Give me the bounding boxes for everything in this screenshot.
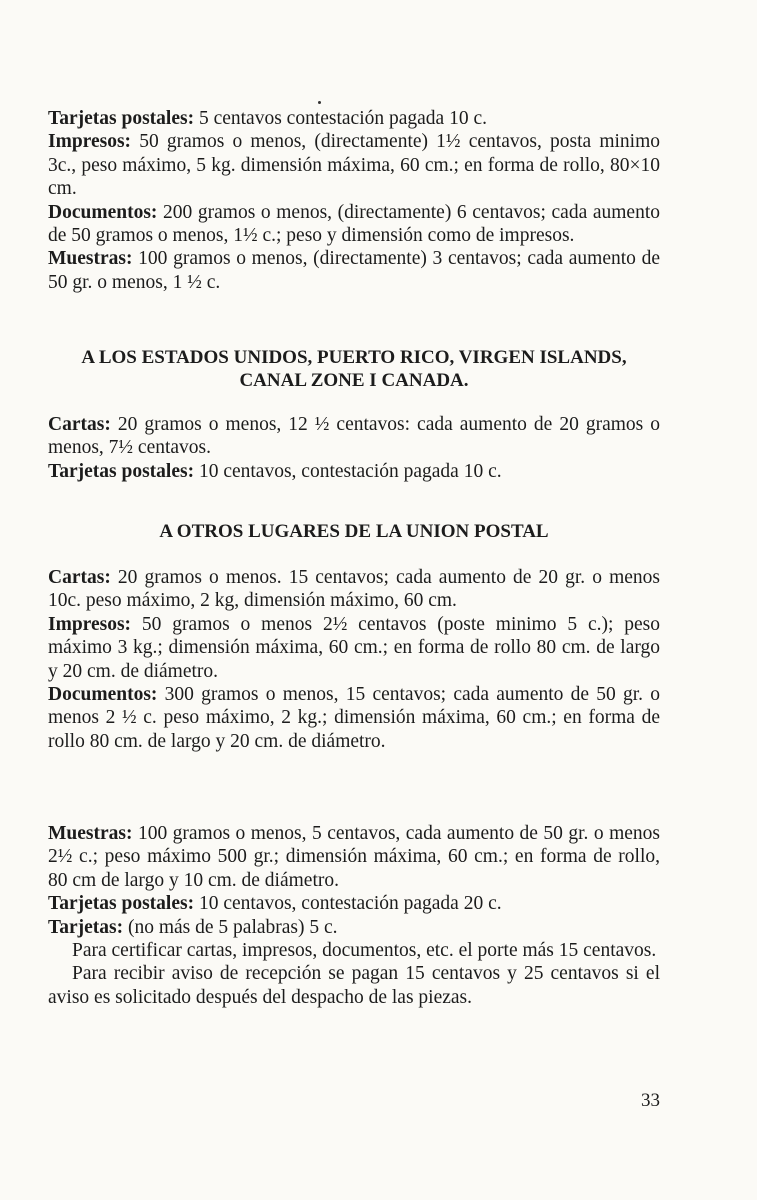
entry-label: Cartas: xyxy=(48,414,111,435)
note-certificar: Para certificar cartas, impresos, documentos, etc. el porte más 15 centavos. xyxy=(72,940,657,962)
entry-tarjetas-postales xyxy=(48,460,660,483)
entry-text: 10 centavos, contestación pagada 20 c. xyxy=(194,893,502,915)
page-number: 33 xyxy=(641,1090,660,1111)
entry-cartas xyxy=(48,413,660,460)
entry-label: Impresos: xyxy=(48,131,132,153)
section-heading-union-postal: A OTROS LUGARES DE LA UNION POSTAL xyxy=(159,521,549,542)
note-aviso-recepcion: Para recibir aviso de recepción se pagan 15 centavos y 25 centavos si el aviso es solicitado después del despacho de las piezas. xyxy=(48,963,660,1008)
entry-muestras xyxy=(48,822,660,892)
entry-label: Tarjetas postales: xyxy=(48,893,195,915)
entry-label: Tarjetas postales: xyxy=(48,460,195,482)
ink-speck xyxy=(318,101,321,104)
entry-text: 300 gramos o menos, 15 centavos; cada aumento de 50 gr. o menos 2 ½ c. peso máximo, 2 kg.; dimensión máxima, 60 cm.; en forma de rollo 80 cm. de largo y 20 cm. de diámetro. xyxy=(48,684,660,752)
entry-text: 10 centavos, contestación pagada 10 c. xyxy=(194,460,502,482)
entry-text: 5 centavos contestación pagada 10 c. xyxy=(194,108,487,129)
section-heading-usa: A LOS ESTADOS UNIDOS, PUERTO RICO, VIRGEN ISLANDS, CANAL ZONE I CANADA. xyxy=(81,347,627,391)
entry-label: Tarjetas postales: xyxy=(48,108,195,129)
entry-text: (no más de 5 palabras) 5 c. xyxy=(123,916,338,938)
entry-text: 50 gramos o menos, (directamente) 1½ centavos, posta minimo 3c., peso máximo, 5 kg. dimensión máxima, 60 cm.; en forma de rollo, 80×10 cm. xyxy=(48,131,660,200)
entry-text: 100 gramos o menos, (directamente) 3 centavos; cada aumento de 50 gr. o menos, 1 ½ c. xyxy=(48,248,660,293)
entry-text: 200 gramos o menos, (directamente) 6 centavos; cada aumento de 50 gramos o menos, 1½ c.; peso y dimensión como de impresos. xyxy=(48,201,660,247)
entry-impresos xyxy=(48,130,660,200)
entry-impresos xyxy=(48,613,660,683)
entry-muestras xyxy=(48,247,660,294)
entry-text: 100 gramos o menos, 5 centavos, cada aumento de 50 gr. o menos 2½ c.; peso máximo 500 gr.; dimensión máxima, 60 cm.; en forma de rollo, 80 cm de largo y 10 cm. de diámetro. xyxy=(48,823,660,891)
entry-label: Impresos: xyxy=(48,613,132,635)
entry-tarjetas-postales xyxy=(48,107,660,130)
rates-domestic-block xyxy=(48,107,660,294)
entry-label: Documentos: xyxy=(48,201,158,223)
entry-tarjetas xyxy=(48,916,660,939)
entry-label: Muestras: xyxy=(48,248,133,270)
entry-text: 50 gramos o menos 2½ centavos (poste minimo 5 c.); peso máximo 3 kg.; dimensión máxima, 60 cm.; en forma de rollo 80 cm. de largo y 20 cm. de diámetro. xyxy=(48,613,660,682)
rates-union-block-continued xyxy=(48,822,660,1009)
entry-label: Documentos: xyxy=(48,684,158,706)
entry-documentos xyxy=(48,201,660,248)
entry-text: 20 gramos o menos. 15 centavos; cada aumento de 20 gr. o menos 10c. peso máximo, 2 kg, dimensión máximo, 60 cm. xyxy=(48,567,660,612)
rates-usa-block xyxy=(48,413,660,483)
rates-union-block xyxy=(48,566,660,753)
entry-label: Cartas: xyxy=(48,567,111,588)
entry-text: 20 gramos o menos, 12 ½ centavos: cada aumento de 20 gramos o menos, 7½ centavos. xyxy=(48,414,660,459)
entry-label: Muestras: xyxy=(48,823,133,844)
entry-documentos xyxy=(48,683,660,753)
entry-cartas xyxy=(48,566,660,613)
entry-label: Tarjetas: xyxy=(48,916,124,938)
entry-tarjetas-postales xyxy=(48,892,660,915)
